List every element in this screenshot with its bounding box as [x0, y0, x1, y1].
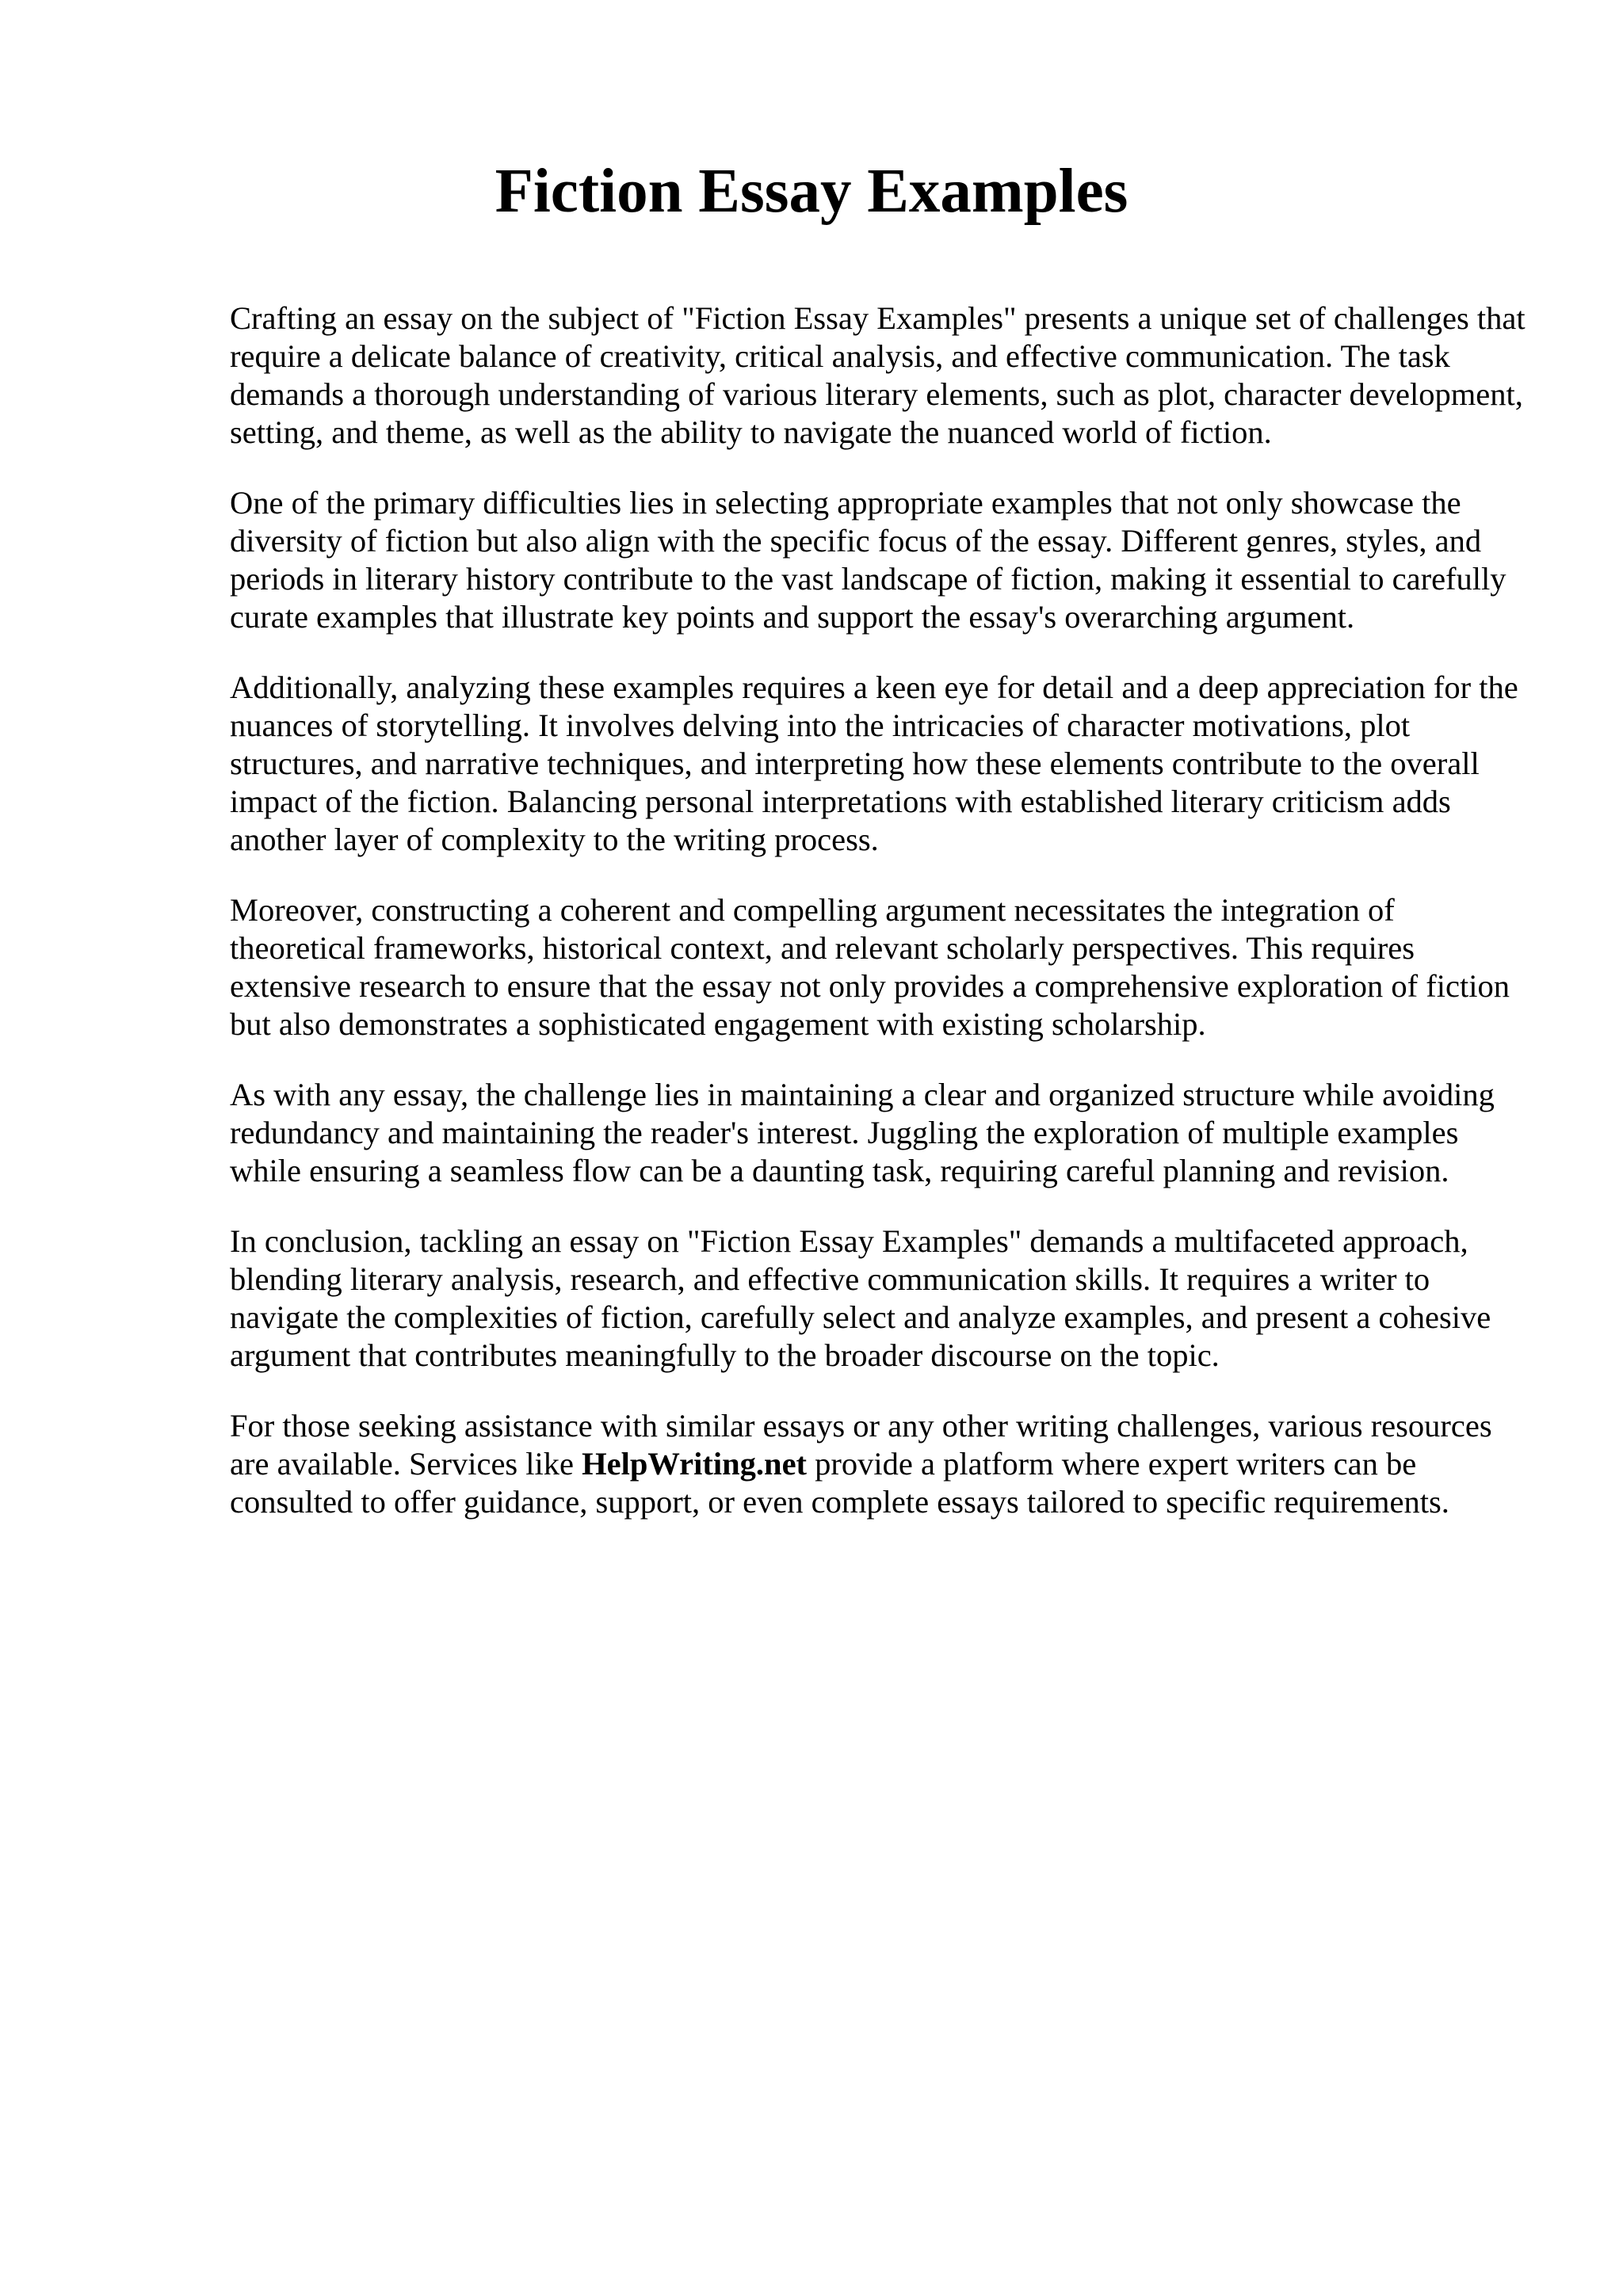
- page-title: Fiction Essay Examples: [495, 157, 1128, 226]
- paragraph-6: In conclusion, tackling an essay on "Fiction Essay Examples" demands a multifaceted approach, blending literary analysis, research, and effective communication skills. It requires a writer to navigate the complexities of fiction, carefully select and analyze examples, and present a cohesive argument that contributes meaningfully to the broader discourse on the topic.: [230, 1223, 1491, 1373]
- paragraph-1: Crafting an essay on the subject of "Fiction Essay Examples" presents a unique set of challenges that require a delicate balance of creativity, critical analysis, and effective communication. The task demands a thorough understanding of various literary elements, such as plot, character development, setting, and theme, as well as the ability to navigate the nuanced world of fiction.: [230, 300, 1526, 450]
- paragraph-4: Moreover, constructing a coherent and compelling argument necessitates the integration of theoretical frameworks, historical context, and relevant scholarly perspectives. This requires extensive research to ensure that the essay not only provides a comprehensive exploration of fiction but also demonstrates a sophisticated engagement with existing scholarship.: [230, 892, 1510, 1042]
- paragraph-2: One of the primary difficulties lies in selecting appropriate examples that not only showcase the diversity of fiction but also align with the specific focus of the essay. Different genres, styles, and periods in literary history contribute to the vast landscape of fiction, making it essential to carefully curate examples that illustrate key points and support the essay's overarching argument.: [230, 485, 1507, 635]
- closing-text-after: provide a platform where expert writers can be consulted to offer guidance, support, or even complete essays tailored to specific requirements.: [230, 1446, 1449, 1520]
- paragraph-5: As with any essay, the challenge lies in maintaining a clear and organized structure while avoiding redundancy and maintaining the reader's interest. Juggling the exploration of multiple examples while ensuring a seamless flow can be a daunting task, requiring careful planning and revision.: [230, 1077, 1495, 1188]
- paragraph-3: Additionally, analyzing these examples requires a keen eye for detail and a deep appreciation for the nuances of storytelling. It involves delving into the intricacies of character motivations, plot structures, and narrative techniques, and interpreting how these elements contribute to the overall impact of the fiction. Balancing personal interpretations with established literary criticism adds another layer of complexity to the writing process.: [230, 669, 1518, 857]
- brand-name: HelpWriting.net: [582, 1446, 808, 1482]
- closing-text-before: For those seeking assistance with similar essays or any other writing challenges, various resources are available. Services like: [230, 1408, 1492, 1482]
- paragraph-closing: [230, 1407, 1529, 1521]
- document-body: [230, 299, 1529, 1554]
